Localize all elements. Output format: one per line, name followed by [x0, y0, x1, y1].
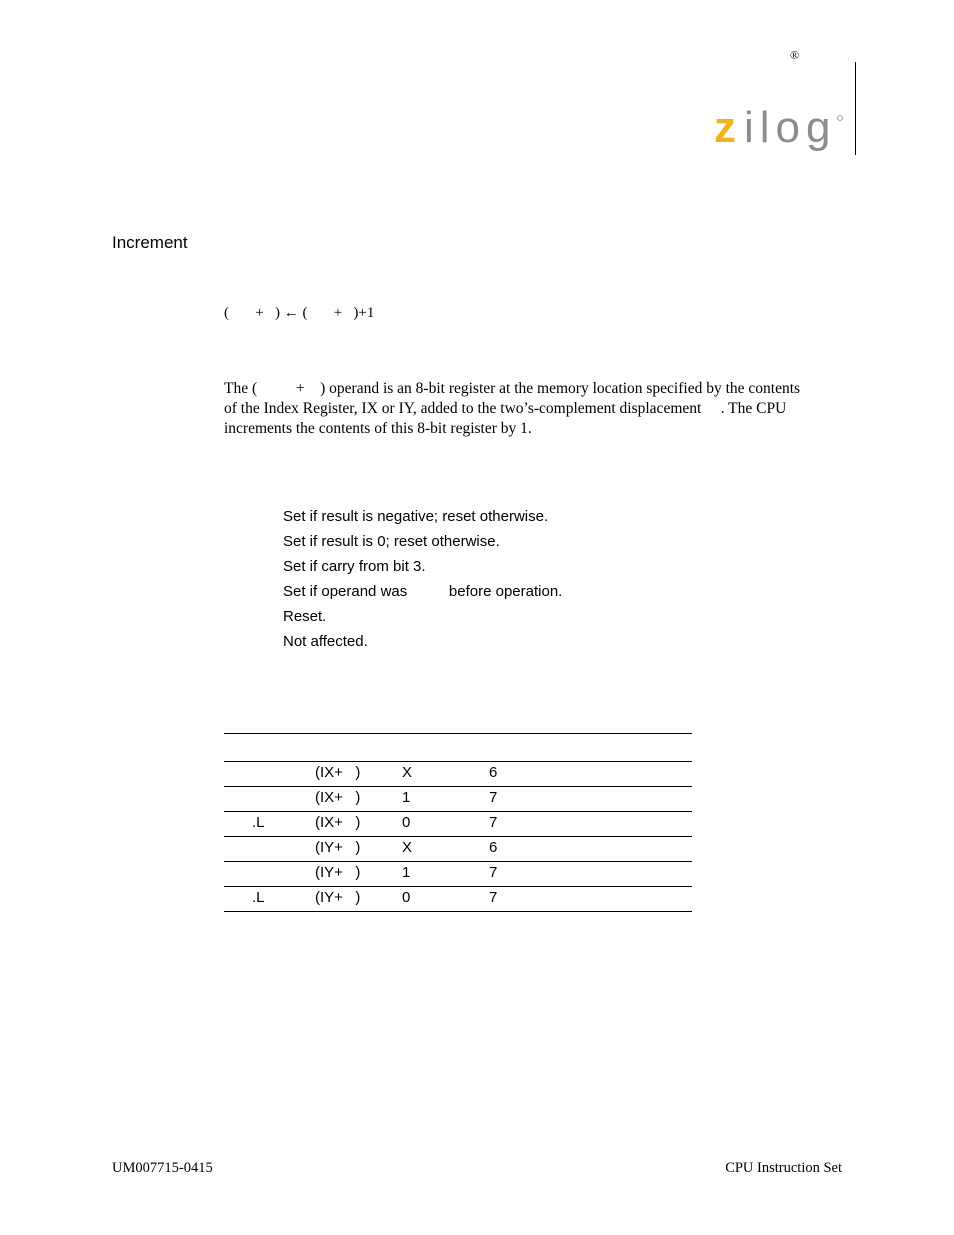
- cell-adl: 1: [402, 864, 411, 881]
- description-paragraph: [224, 379, 840, 439]
- cell-cycles: 7: [489, 814, 498, 831]
- cell-cycles: 7: [489, 789, 498, 806]
- registered-mark: ®: [790, 48, 800, 62]
- table-row-rule: [224, 786, 692, 787]
- description-line: of the Index Register, IX or IY, added to the two’s-complement displacement . The CPU: [224, 400, 787, 417]
- zilog-logo: [714, 104, 844, 160]
- cell-operand: (IY+ ): [315, 889, 361, 906]
- cell-adl: 1: [402, 789, 411, 806]
- description-line: increments the contents of this 8-bit register by 1.: [224, 420, 532, 437]
- footer-section-name: CPU Instruction Set: [725, 1160, 842, 1176]
- cell-adl: 0: [402, 814, 411, 831]
- cell-mnemonic: .L: [252, 814, 265, 831]
- cell-operand: (IY+ ): [315, 864, 361, 881]
- flag-c-description: Not affected.: [283, 633, 368, 650]
- table-row-rule: [224, 886, 692, 887]
- cell-operand: (IX+ ): [315, 764, 361, 781]
- logo-registered-dot: [838, 116, 843, 121]
- cell-adl: 0: [402, 889, 411, 906]
- section-title: Increment: [112, 233, 188, 252]
- flag-pv-description: Set if operand was before operation.: [283, 583, 563, 600]
- cell-mnemonic: .L: [252, 889, 265, 906]
- cell-cycles: 7: [489, 864, 498, 881]
- table-header-rule: [224, 761, 692, 762]
- cell-operand: (IX+ ): [315, 789, 361, 806]
- table-row-rule: [224, 836, 692, 837]
- logo-letters-ilog: ilog: [744, 104, 837, 152]
- operation-formula: ( + ) ← ( + )+1: [224, 305, 375, 321]
- table-top-rule: [224, 733, 692, 734]
- logo-letter-z: z: [714, 104, 736, 152]
- table-row-rule: [224, 811, 692, 812]
- flag-n-description: Reset.: [283, 608, 327, 625]
- flag-h-description: Set if carry from bit 3.: [283, 558, 426, 575]
- table-bottom-rule: [224, 911, 692, 912]
- flag-z-description: Set if result is 0; reset otherwise.: [283, 533, 500, 550]
- cell-cycles: 6: [489, 764, 498, 781]
- cell-cycles: 7: [489, 889, 498, 906]
- header-vertical-rule: [855, 62, 856, 155]
- cell-operand: (IX+ ): [315, 814, 361, 831]
- cell-cycles: 6: [489, 839, 498, 856]
- cell-adl: X: [402, 764, 413, 781]
- table-row-rule: [224, 861, 692, 862]
- cell-operand: (IY+ ): [315, 839, 361, 856]
- cell-adl: X: [402, 839, 413, 856]
- flag-s-description: Set if result is negative; reset otherwise.: [283, 508, 549, 525]
- footer-doc-id: UM007715-0415: [112, 1160, 213, 1176]
- description-line: The ( + ) operand is an 8-bit register at the memory location specified by the contents: [224, 380, 801, 397]
